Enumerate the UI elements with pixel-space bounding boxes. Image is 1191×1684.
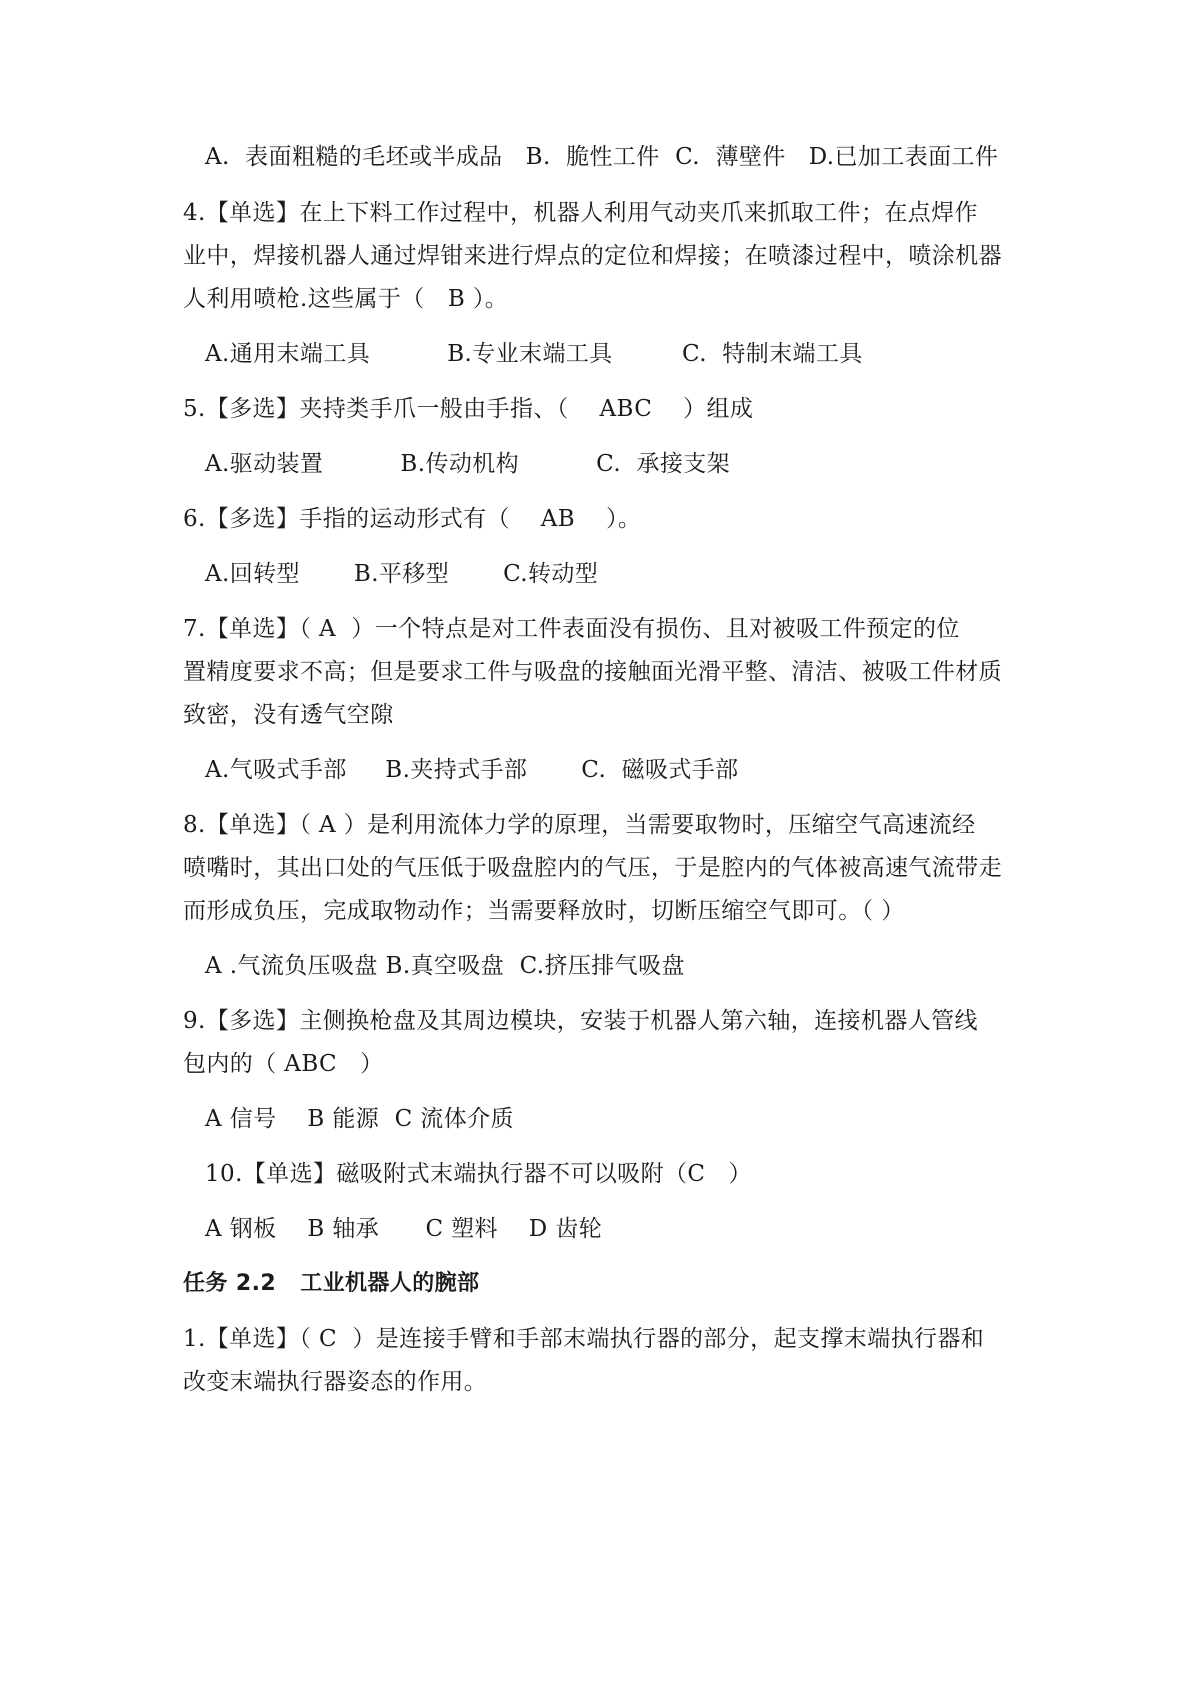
question-7-line-3: 致密，没有透气空隙	[183, 702, 394, 728]
question-6-line-1: 6.【多选】手指的运动形式有（ AB ）。	[183, 506, 642, 532]
question-7-line-2: 置精度要求不高；但是要求工件与吸盘的接触面光滑平整、清洁、被吸工件材质	[183, 659, 1002, 685]
question-5-options: A.驱动装置 B.传动机构 C. 承接支架	[205, 451, 731, 477]
question-5-line-1: 5.【多选】夹持类手爪一般由手指、（ ABC ）组成	[183, 396, 754, 422]
question-8-line-1: 8.【单选】（ A ）是利用流体力学的原理，当需要取物时，压缩空气高速流经	[183, 812, 976, 838]
question-8-options: A .气流负压吸盘 B.真空吸盘 C.挤压排气吸盘	[205, 953, 685, 979]
question-8-line-2: 喷嘴时，其出口处的气压低于吸盘腔内的气压，于是腔内的气体被高速气流带走	[183, 855, 1002, 881]
question-7-line-1: 7.【单选】（ A ）一个特点是对工件表面没有损伤、且对被吸工件预定的位	[183, 616, 960, 642]
question-9-options: A 信号 B 能源 C 流体介质	[205, 1106, 514, 1132]
question-6-options: A.回转型 B.平移型 C.转动型	[205, 561, 599, 587]
question-9-line-2: 包内的（ ABC ）	[183, 1051, 384, 1077]
section-question-1-line-1: 1.【单选】（ C ）是连接手臂和手部末端执行器的部分，起支撑末端执行器和	[183, 1326, 985, 1352]
question-4-line-3: 人利用喷枪.这些属于（ B ）。	[183, 286, 509, 312]
question-9-line-1: 9.【多选】主侧换枪盘及其周边模块，安装于机器人第六轴，连接机器人管线	[183, 1008, 978, 1034]
question-4-line-1: 4.【单选】在上下料工作过程中，机器人利用气动夹爪来抓取工件；在点焊作	[183, 200, 978, 226]
question-7-options: A.气吸式手部 B.夹持式手部 C. 磁吸式手部	[205, 757, 739, 783]
question-10-options: A 钢板 B 轴承 C 塑料 D 齿轮	[205, 1216, 603, 1242]
question-4-line-2: 业中，焊接机器人通过焊钳来进行焊点的定位和焊接；在喷漆过程中，喷涂机器	[183, 243, 1002, 269]
question-3-options: A. 表面粗糙的毛坯或半成品 B. 脆性工件 C. 薄壁件 D.已加工表面工件	[205, 144, 999, 170]
section-question-1-line-2: 改变末端执行器姿态的作用。	[183, 1369, 488, 1395]
question-8-line-3: 而形成负压，完成取物动作；当需要释放时，切断压缩空气即可。（ ）	[183, 898, 905, 924]
question-4-options: A.通用末端工具 B.专业末端工具 C. 特制末端工具	[205, 341, 863, 367]
question-10-line-1: 10.【单选】磁吸附式末端执行器不可以吸附（C ）	[205, 1161, 752, 1187]
section-heading: 任务 2.2 工业机器人的腕部	[183, 1271, 480, 1296]
